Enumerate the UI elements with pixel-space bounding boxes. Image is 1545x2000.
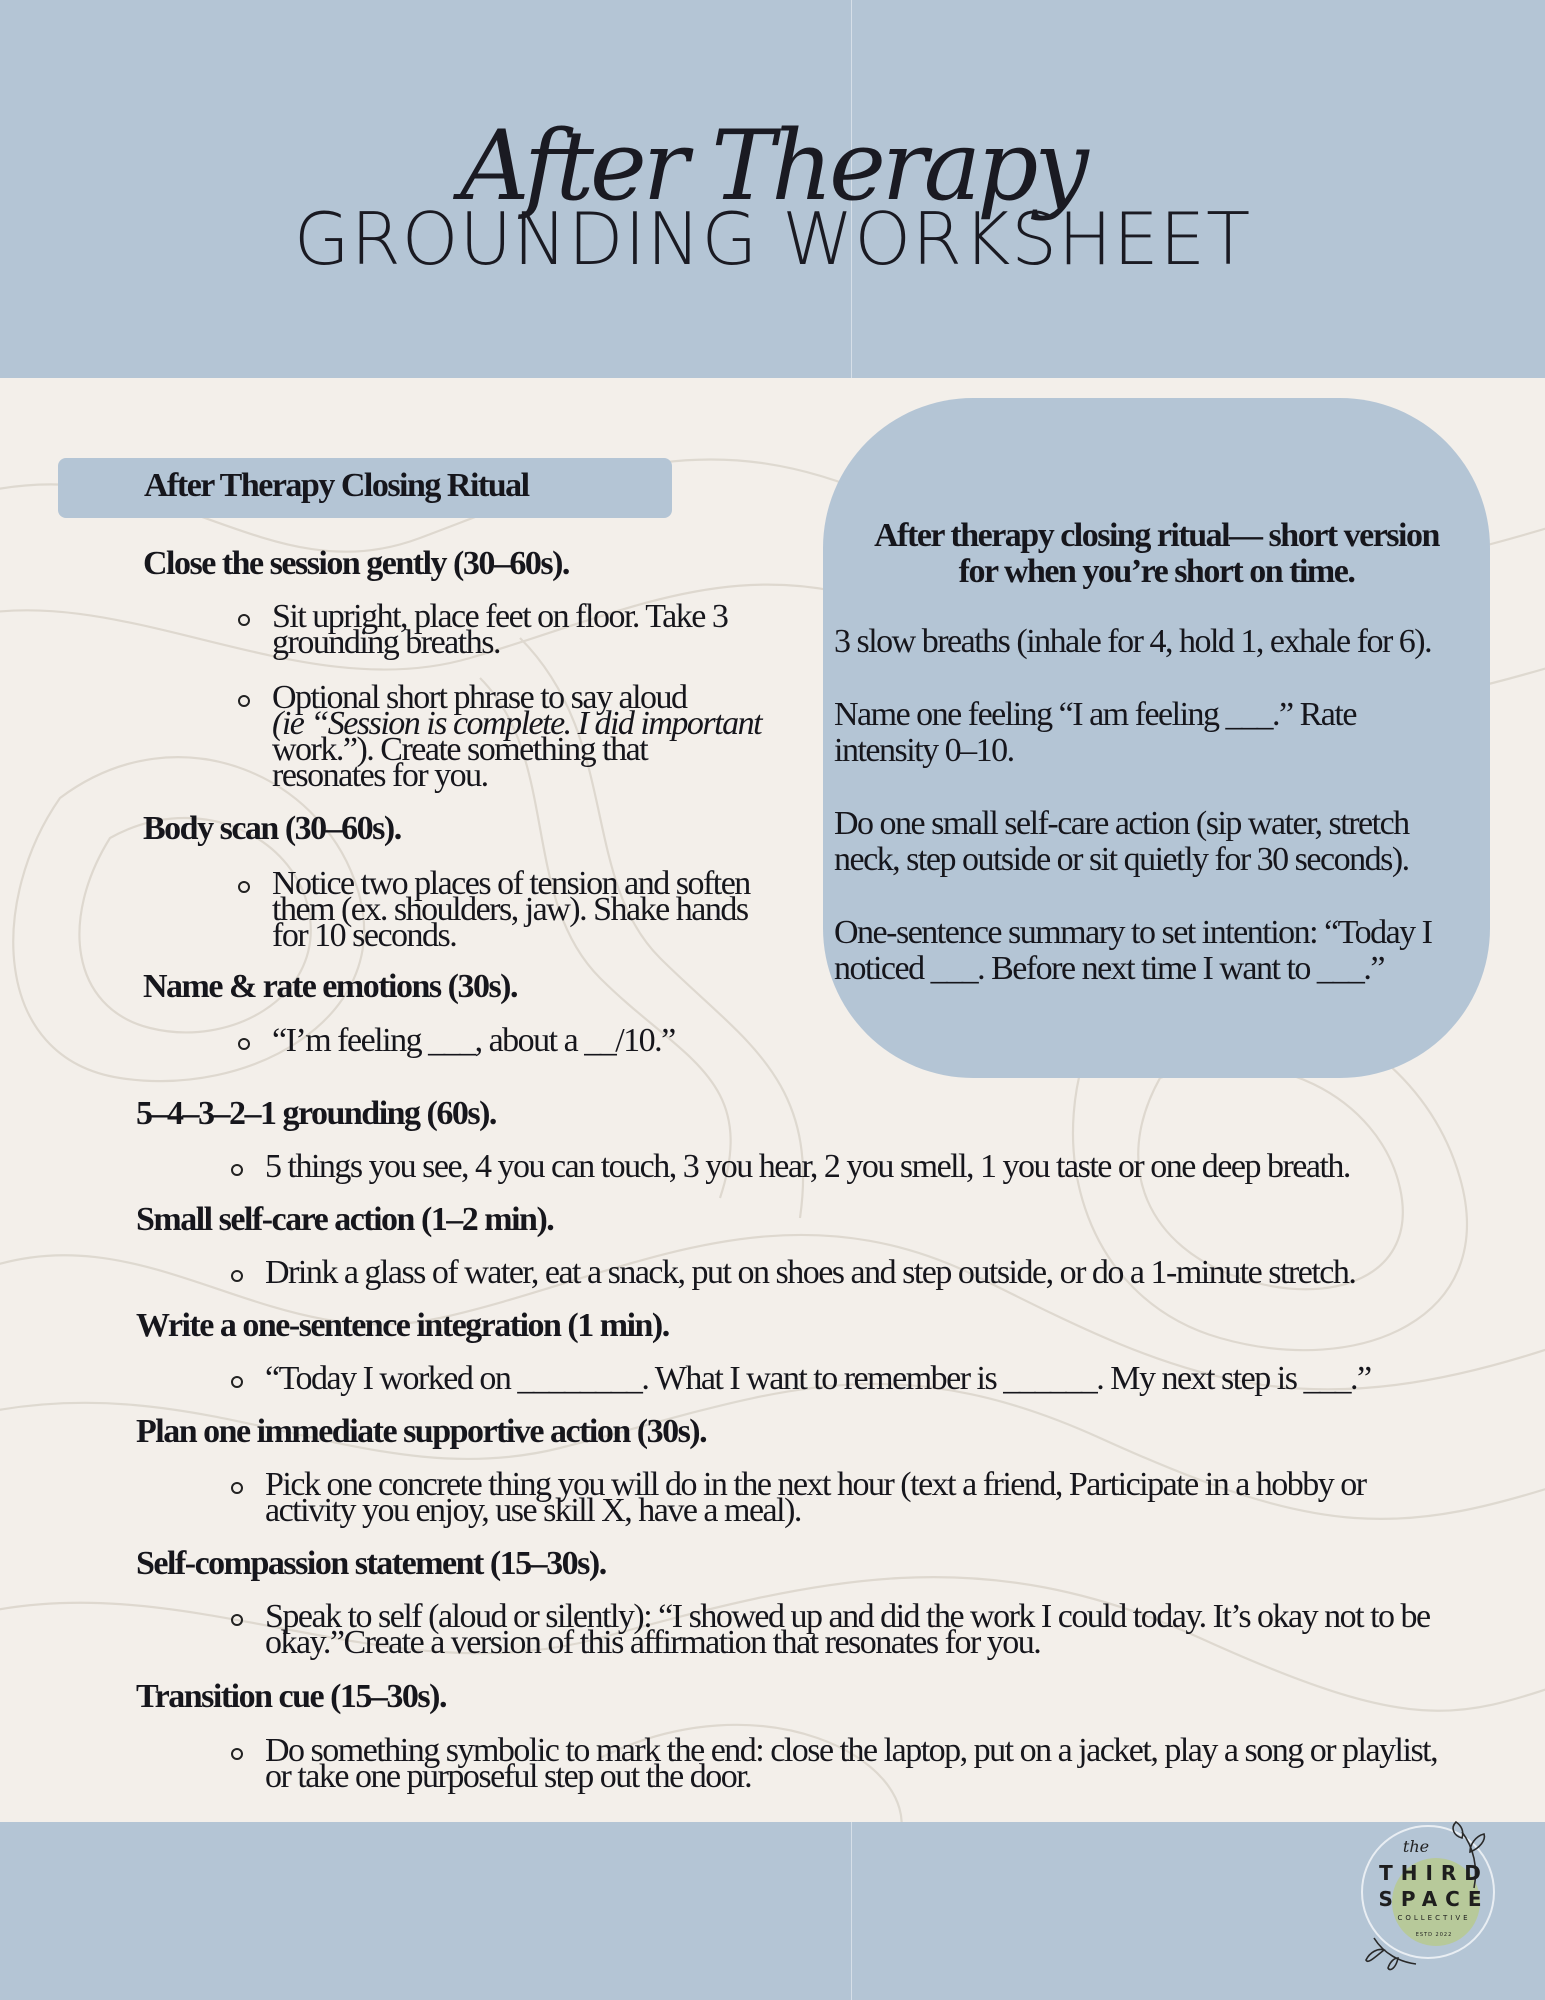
short-item-line: neck, step outside or sit quietly for 30 seconds). [834, 841, 1409, 878]
step-heading: 5–4–3–2–1 grounding (60s). [136, 1095, 496, 1132]
step-heading: Close the session gently (30–60s). [143, 545, 569, 582]
bullet-line: Pick one concrete thing you will do in the next hour (text a friend, Participate in a hobby or [265, 1466, 1366, 1503]
bullet-line: Sit upright, place feet on floor. Take 3 [272, 598, 728, 635]
step-bullet [265, 1254, 1356, 1291]
short-item [834, 697, 1474, 769]
short-version-title-line: for when you’re short on time. [958, 553, 1355, 590]
bullet-line: grounding breaths. [272, 624, 500, 661]
step-bullet [265, 1732, 1438, 1795]
title-script: After Therapy [460, 110, 1085, 222]
short-version-title-line: After therapy closing ritual— short version [874, 517, 1439, 554]
step-bullet [272, 598, 728, 661]
step-bullet [265, 1148, 1350, 1185]
bullet-line: Drink a glass of water, eat a snack, put on shoes and step outside, or do a 1-minute stretch. [265, 1254, 1356, 1291]
step-heading: Transition cue (15–30s). [136, 1678, 446, 1715]
step-heading: Body scan (30–60s). [143, 810, 401, 847]
logo-line1: THIRD [1379, 1861, 1489, 1885]
step-bullet [272, 865, 750, 954]
bullet-line: Optional short phrase to say aloud [272, 679, 687, 716]
step-heading: Small self-care action (1–2 min). [136, 1201, 554, 1238]
step-heading: Name & rate emotions (30s). [143, 968, 517, 1005]
bullet-line: Speak to self (aloud or silently): “I showed up and did the work I could today. It’s okay not to be [265, 1598, 1430, 1635]
short-item [834, 624, 1474, 660]
short-version-box [823, 398, 1490, 1078]
logo-line4: ESTD 2022 [1415, 1932, 1453, 1938]
step-heading: Self-compassion statement (15–30s). [136, 1545, 606, 1582]
bullet-line: resonates for you. [272, 757, 488, 794]
ritual-heading: After Therapy Closing Ritual [144, 467, 529, 504]
short-item [834, 915, 1474, 987]
bullet-line: “I’m feeling ___, about a __/10.” [272, 1022, 675, 1059]
bullet-line: okay.”Create a version of this affirmation that resonates for you. [265, 1624, 1041, 1661]
bullet-line: Notice two places of tension and soften [272, 865, 750, 902]
footer-band [0, 1822, 1545, 2000]
third-space-collective-logo [1344, 1808, 1508, 1972]
short-item-line: Do one small self-care action (sip water, stretch [834, 805, 1409, 842]
bullet-line: for 10 seconds. [272, 917, 457, 954]
short-item [834, 806, 1474, 878]
logo-script: the [1402, 1837, 1430, 1856]
step-bullet [272, 679, 762, 794]
bullet-line: work.”). Create something that [272, 731, 648, 768]
step-bullet [265, 1360, 1371, 1397]
bullet-line: or take one purposeful step out the door. [265, 1758, 752, 1795]
bullet-line: (ie “Session is complete. I did important [272, 705, 762, 742]
fold-line [851, 1822, 852, 2000]
bullet-line: Do something symbolic to mark the end: close the laptop, put on a jacket, play a song or playlist, [265, 1732, 1438, 1769]
short-item-line: Name one feeling “I am feeling ___.” Rate [834, 696, 1356, 733]
bullet-line: them (ex. shoulders, jaw). Shake hands [272, 891, 748, 928]
ritual-heading-bar [58, 458, 672, 518]
logo-line2: SPACE [1378, 1887, 1490, 1911]
title-caps: GROUNDING WORKSHEET [293, 197, 1252, 281]
short-version-title [843, 518, 1470, 590]
step-bullet [272, 1022, 675, 1059]
bullet-line: activity you enjoy, use skill X, have a meal). [265, 1492, 801, 1529]
logo-line3: COLLECTIVE [1397, 1914, 1471, 1922]
step-heading: Plan one immediate supportive action (30s). [136, 1413, 707, 1450]
step-bullet [265, 1598, 1430, 1661]
step-heading: Write a one-sentence integration (1 min). [136, 1307, 669, 1344]
short-item-line: One-sentence summary to set intention: “Today I [834, 914, 1432, 951]
step-bullet [265, 1466, 1366, 1529]
bullet-line: 5 things you see, 4 you can touch, 3 you hear, 2 you smell, 1 you taste or one deep breath. [265, 1148, 1350, 1185]
short-item-line: noticed ___. Before next time I want to ___.” [834, 950, 1384, 987]
short-item-line: intensity 0–10. [834, 732, 1014, 769]
short-item-line: 3 slow breaths (inhale for 4, hold 1, exhale for 6). [834, 623, 1432, 660]
bullet-line: “Today I worked on ________. What I want to remember is ______. My next step is ___.” [265, 1360, 1371, 1397]
